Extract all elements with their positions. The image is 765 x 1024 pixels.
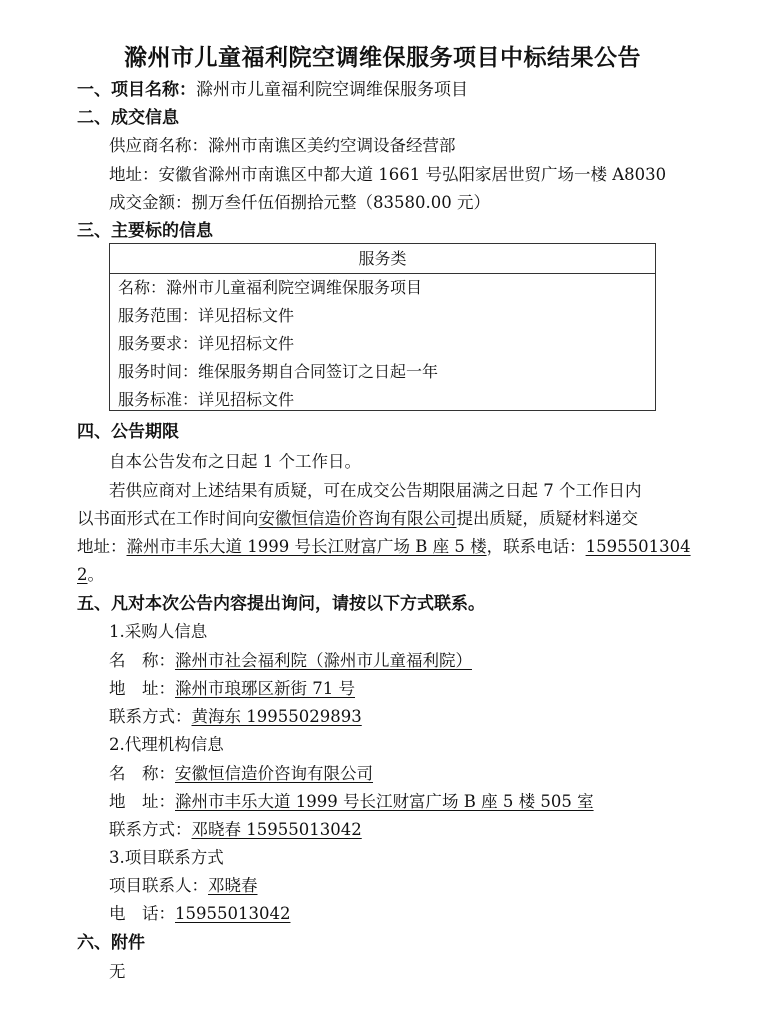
project-phone-label: 电 话： bbox=[109, 904, 175, 923]
agent-info-heading: 2.代理机构信息 bbox=[109, 735, 224, 754]
agent-name: 安徽恒信造价咨询有限公司 bbox=[175, 764, 373, 783]
challenge-text-line-3 bbox=[77, 533, 691, 561]
agent-address-label: 地 址： bbox=[109, 792, 175, 811]
project-phone-line bbox=[109, 900, 290, 928]
buyer-info-heading: 1.采购人信息 bbox=[109, 622, 208, 641]
section-6-heading: 六、附件 bbox=[77, 933, 145, 953]
buyer-contact-line bbox=[109, 703, 362, 731]
section-4-heading: 四、公告期限 bbox=[77, 422, 179, 442]
table-row: 名称：滁州市儿童福利院空调维保服务项目 bbox=[118, 278, 423, 297]
challenge-phone: 1595501304 bbox=[585, 537, 691, 556]
challenge-text-line-1: 若供应商对上述结果有质疑，可在成交公告期限届满之日起 7 个工作日内 bbox=[109, 481, 642, 500]
supplier-name: 供应商名称：滁州市南谯区美约空调设备经营部 bbox=[109, 136, 456, 155]
supplier-address: 地址：安徽省滁州市南谯区中都大道 1661 号弘阳家居世贸广场一楼 A8030 bbox=[109, 165, 667, 184]
sentence-end: 。 bbox=[87, 565, 104, 584]
agent-address: 滁州市丰乐大道 1999 号长江财富广场 B 座 5 楼 505 室 bbox=[175, 792, 594, 811]
buyer-contact-label: 联系方式： bbox=[109, 707, 192, 726]
buyer-name-line bbox=[109, 647, 472, 675]
section-3-heading: 三、主要标的信息 bbox=[77, 221, 213, 241]
table-row: 服务范围：详见招标文件 bbox=[118, 306, 295, 325]
agent-contact-line bbox=[109, 816, 362, 844]
challenge-text-line-4 bbox=[77, 561, 104, 589]
address-label: 地址： bbox=[77, 537, 127, 556]
challenge-text-line-2 bbox=[77, 505, 638, 533]
section-1-heading: 一、项目名称： bbox=[77, 80, 196, 100]
table-row: 服务时间：维保服务期自合同签订之日起一年 bbox=[118, 362, 439, 381]
challenge-text-part: 提出质疑，质疑材料递交 bbox=[456, 509, 638, 528]
buyer-name-label: 名 称： bbox=[109, 651, 175, 670]
agency-name-link: 安徽恒信造价咨询有限公司 bbox=[258, 509, 457, 528]
agent-name-line bbox=[109, 760, 373, 788]
buyer-name: 滁州市社会福利院（滁州市儿童福利院） bbox=[175, 651, 472, 670]
notice-period-text: 自本公告发布之日起 1 个工作日。 bbox=[109, 452, 361, 471]
table-row: 服务要求：详见招标文件 bbox=[118, 334, 295, 353]
buyer-address: 滁州市琅琊区新街 71 号 bbox=[175, 679, 355, 698]
section-2-heading: 二、成交信息 bbox=[77, 108, 179, 128]
buyer-address-line bbox=[109, 675, 355, 703]
challenge-phone-tail: 2 bbox=[77, 565, 88, 584]
project-name-value: 滁州市儿童福利院空调维保服务项目 bbox=[196, 80, 468, 100]
table-row: 服务标准：详见招标文件 bbox=[118, 390, 295, 409]
section-5-heading: 五、凡对本次公告内容提出询问，请按以下方式联系。 bbox=[77, 594, 485, 614]
section-1-project-name bbox=[77, 76, 468, 104]
agent-contact: 邓晓春 15955013042 bbox=[191, 820, 362, 839]
project-person-line bbox=[109, 872, 258, 900]
table-header: 服务类 bbox=[110, 244, 655, 274]
phone-label: ，联系电话： bbox=[486, 537, 586, 556]
agent-name-label: 名 称： bbox=[109, 764, 175, 783]
project-phone: 15955013042 bbox=[175, 904, 291, 923]
project-person-label: 项目联系人： bbox=[109, 876, 208, 895]
buyer-address-label: 地 址： bbox=[109, 679, 175, 698]
attachment-value: 无 bbox=[109, 962, 126, 981]
project-person: 邓晓春 bbox=[208, 876, 258, 895]
agent-contact-label: 联系方式： bbox=[109, 820, 192, 839]
challenge-text-part: 以书面形式在工作时间向 bbox=[77, 509, 259, 528]
challenge-address: 滁州市丰乐大道 1999 号长江财富广场 B 座 5 楼 bbox=[126, 537, 487, 556]
agent-address-line bbox=[109, 788, 594, 816]
project-contact-heading: 3.项目联系方式 bbox=[109, 848, 224, 867]
subject-info-table bbox=[109, 243, 656, 411]
deal-amount: 成交金额：捌万叁仟伍佰捌拾元整（83580.00 元） bbox=[109, 193, 490, 212]
page-title: 滁州市儿童福利院空调维保服务项目中标结果公告 bbox=[124, 45, 641, 71]
buyer-contact: 黄海东 19955029893 bbox=[191, 707, 362, 726]
